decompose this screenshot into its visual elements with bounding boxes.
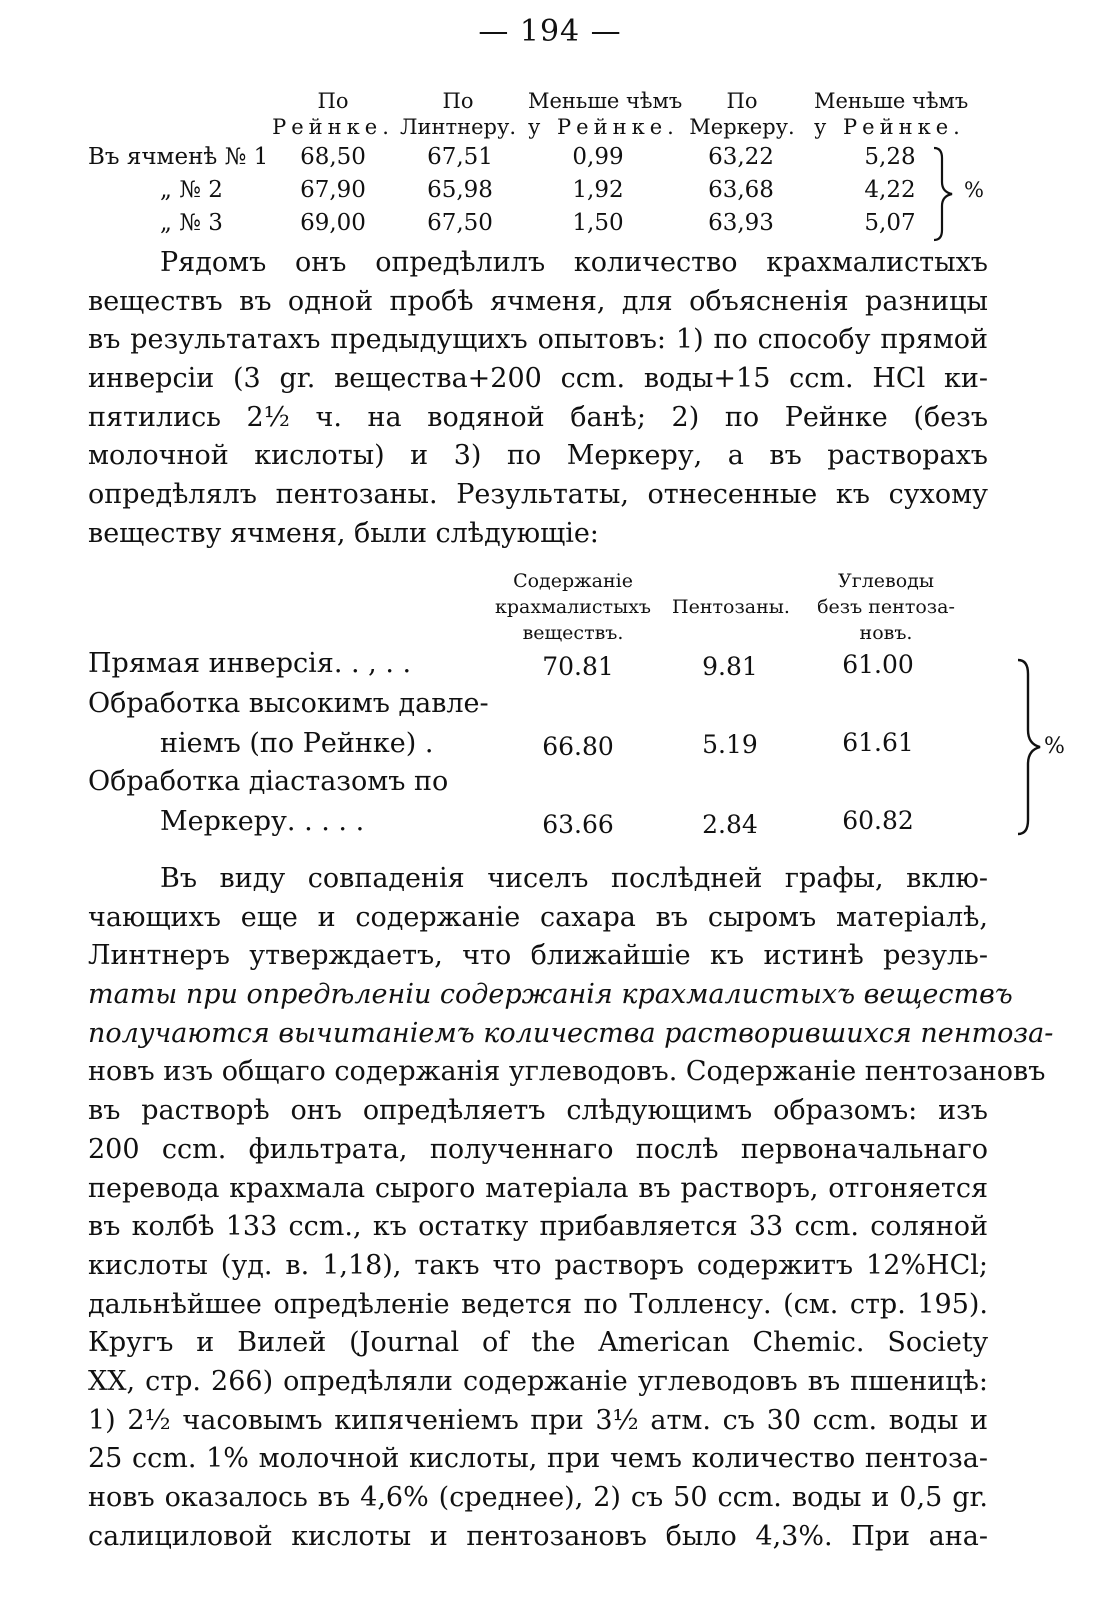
table-cell: 63,68: [708, 177, 774, 203]
column-header: По Меркеру.: [689, 89, 795, 139]
text-line: 25 ccm. 1% молочной кислоты, при чемъ количество пентоза-: [88, 1443, 988, 1475]
text-line: получаются вычитаніемъ количества растворившихся пентоза-: [88, 1017, 1054, 1049]
page-number: — 194 —: [478, 14, 622, 49]
text-line: Въ виду совпаденія чиселъ послѣдней графы, вклю-: [160, 863, 988, 894]
text-line: салициловой кислоты и пентозановъ было 4,3%. При ана-: [88, 1520, 988, 1552]
text-line: Линтнеръ утверждаетъ, что ближайшіе къ истинѣ резуль-: [88, 940, 988, 972]
table-cell: 67,50: [427, 210, 493, 236]
row-label: „ № 3: [160, 210, 223, 236]
text-line: 1) 2½ часовымъ кипяченіемъ при 3½ атм. съ 30 ccm. воды и: [88, 1404, 988, 1436]
text-line: въ результатахъ предыдущихъ опытовъ: 1) по способу прямой: [88, 324, 988, 356]
row-label: Меркеру. . . . .: [160, 806, 365, 837]
percent-unit: %: [964, 178, 984, 202]
row-label: Прямая инверсія. . , . .: [88, 648, 412, 679]
text-line: новъ изъ общаго содержанія углеводовъ. Содержаніе пентозановъ: [88, 1056, 1046, 1088]
row-label: Обработка діастазомъ по: [88, 766, 449, 797]
table-cell: 9.81: [702, 652, 758, 681]
table-cell: 63.66: [542, 810, 614, 839]
table-cell: 5,07: [864, 210, 916, 236]
text-line: чающихъ еще и содержаніе сахара въ сыромъ матеріалѣ,: [88, 901, 988, 933]
row-label: „ № 2: [160, 177, 223, 203]
results-table: [88, 568, 1065, 850]
text-line: 200 ccm. фильтрата, полученнаго послѣ первоначальнаго: [88, 1133, 988, 1165]
table-cell: 70.81: [542, 652, 614, 681]
table-cell: 63,22: [708, 144, 774, 170]
text-line: веществъ въ одной пробѣ ячменя, для объясненія разницы: [88, 285, 988, 317]
text-line: перевода крахмала сырого матеріала въ растворъ, отгоняется: [88, 1172, 988, 1204]
text-line: инверсіи (3 gr. вещества+200 ccm. воды+15 ccm. HCl ки-: [88, 363, 988, 395]
table-cell: 68,50: [300, 144, 366, 170]
column-header: Углеводы безъ пентоза- новъ.: [817, 570, 955, 644]
table-cell: 65,98: [427, 177, 493, 203]
table-cell: 61.00: [842, 650, 914, 679]
table-cell: 61.61: [842, 728, 914, 757]
text-line: въ растворѣ онъ опредѣляетъ слѣдующимъ образомъ: изъ: [88, 1095, 988, 1127]
column-header: Пентозаны.: [672, 596, 790, 618]
row-label: Обработка высокимъ давле-: [88, 688, 489, 719]
paragraph-1: [88, 244, 988, 554]
table-cell: 5,28: [864, 144, 916, 170]
table-cell: 67,51: [427, 144, 493, 170]
table-row: [88, 144, 988, 178]
text-line: таты при опредѣленіи содержанія крахмалистыхъ веществъ: [88, 979, 1013, 1011]
column-header: По Рейнке.: [272, 89, 394, 139]
table-cell: 67,90: [300, 177, 366, 203]
percent-unit: %: [1044, 734, 1065, 759]
text-line: XX, стр. 266) опредѣляли содержаніе углеводовъ въ пшеницѣ:: [88, 1365, 988, 1397]
text-line: молочной кислоты) и 3) по Меркеру, а въ растворахъ: [88, 440, 988, 472]
text-line: кислоты (уд. в. 1,18), такъ что растворъ содержитъ 12%HCl;: [88, 1249, 988, 1281]
column-header: Меньше чѣмъ у Рейнке.: [814, 89, 969, 139]
table-cell: 2.84: [702, 810, 758, 839]
text-line: Рядомъ онъ опредѣлилъ количество крахмалистыхъ: [160, 247, 988, 278]
table-cell: 5.19: [702, 730, 758, 759]
table-cell: 1,50: [572, 210, 624, 236]
table-cell: 69,00: [300, 210, 366, 236]
text-line: веществу ячменя, были слѣдующіе:: [88, 517, 599, 549]
right-brace-icon: [1014, 656, 1048, 838]
table-cell: 60.82: [842, 806, 914, 835]
paragraph-2: [88, 860, 1054, 1556]
table-cell: 63,93: [708, 210, 774, 236]
row-label: Въ ячменѣ № 1: [88, 144, 269, 170]
text-line: дальнѣйшее опредѣленіе ведется по Толленсу. (см. стр. 195).: [88, 1288, 988, 1320]
table-cell: 0,99: [572, 144, 624, 170]
table-row: [88, 177, 988, 211]
right-brace-icon: [930, 144, 960, 244]
column-header: Содержаніе крахмалистыхъ веществъ.: [495, 570, 651, 644]
column-header: Меньше чѣмъ у Рейнке.: [528, 89, 683, 139]
table-cell: 4,22: [864, 177, 916, 203]
text-line: въ колбѣ 133 ccm., къ остатку прибавляется 33 ccm. соляной: [88, 1211, 988, 1243]
table-row: [88, 210, 988, 244]
text-line: опредѣлялъ пентозаны. Результаты, отнесенные къ сухому: [88, 479, 988, 511]
text-line: новъ оказалось въ 4,6% (среднее), 2) съ 50 ccm. воды и 0,5 gr.: [88, 1482, 988, 1513]
text-line: пятились 2½ ч. на водяной банѣ; 2) по Рейнке (безъ: [88, 401, 988, 433]
text-line: Кругъ и Вилей (Journal of the American Chemic. Society: [88, 1327, 988, 1359]
row-label: ніемъ (по Рейнке) .: [160, 728, 434, 759]
column-header: По Линтнеру.: [399, 89, 517, 139]
table-cell: 66.80: [542, 732, 614, 761]
table-header: [88, 88, 988, 144]
table-cell: 1,92: [572, 177, 624, 203]
